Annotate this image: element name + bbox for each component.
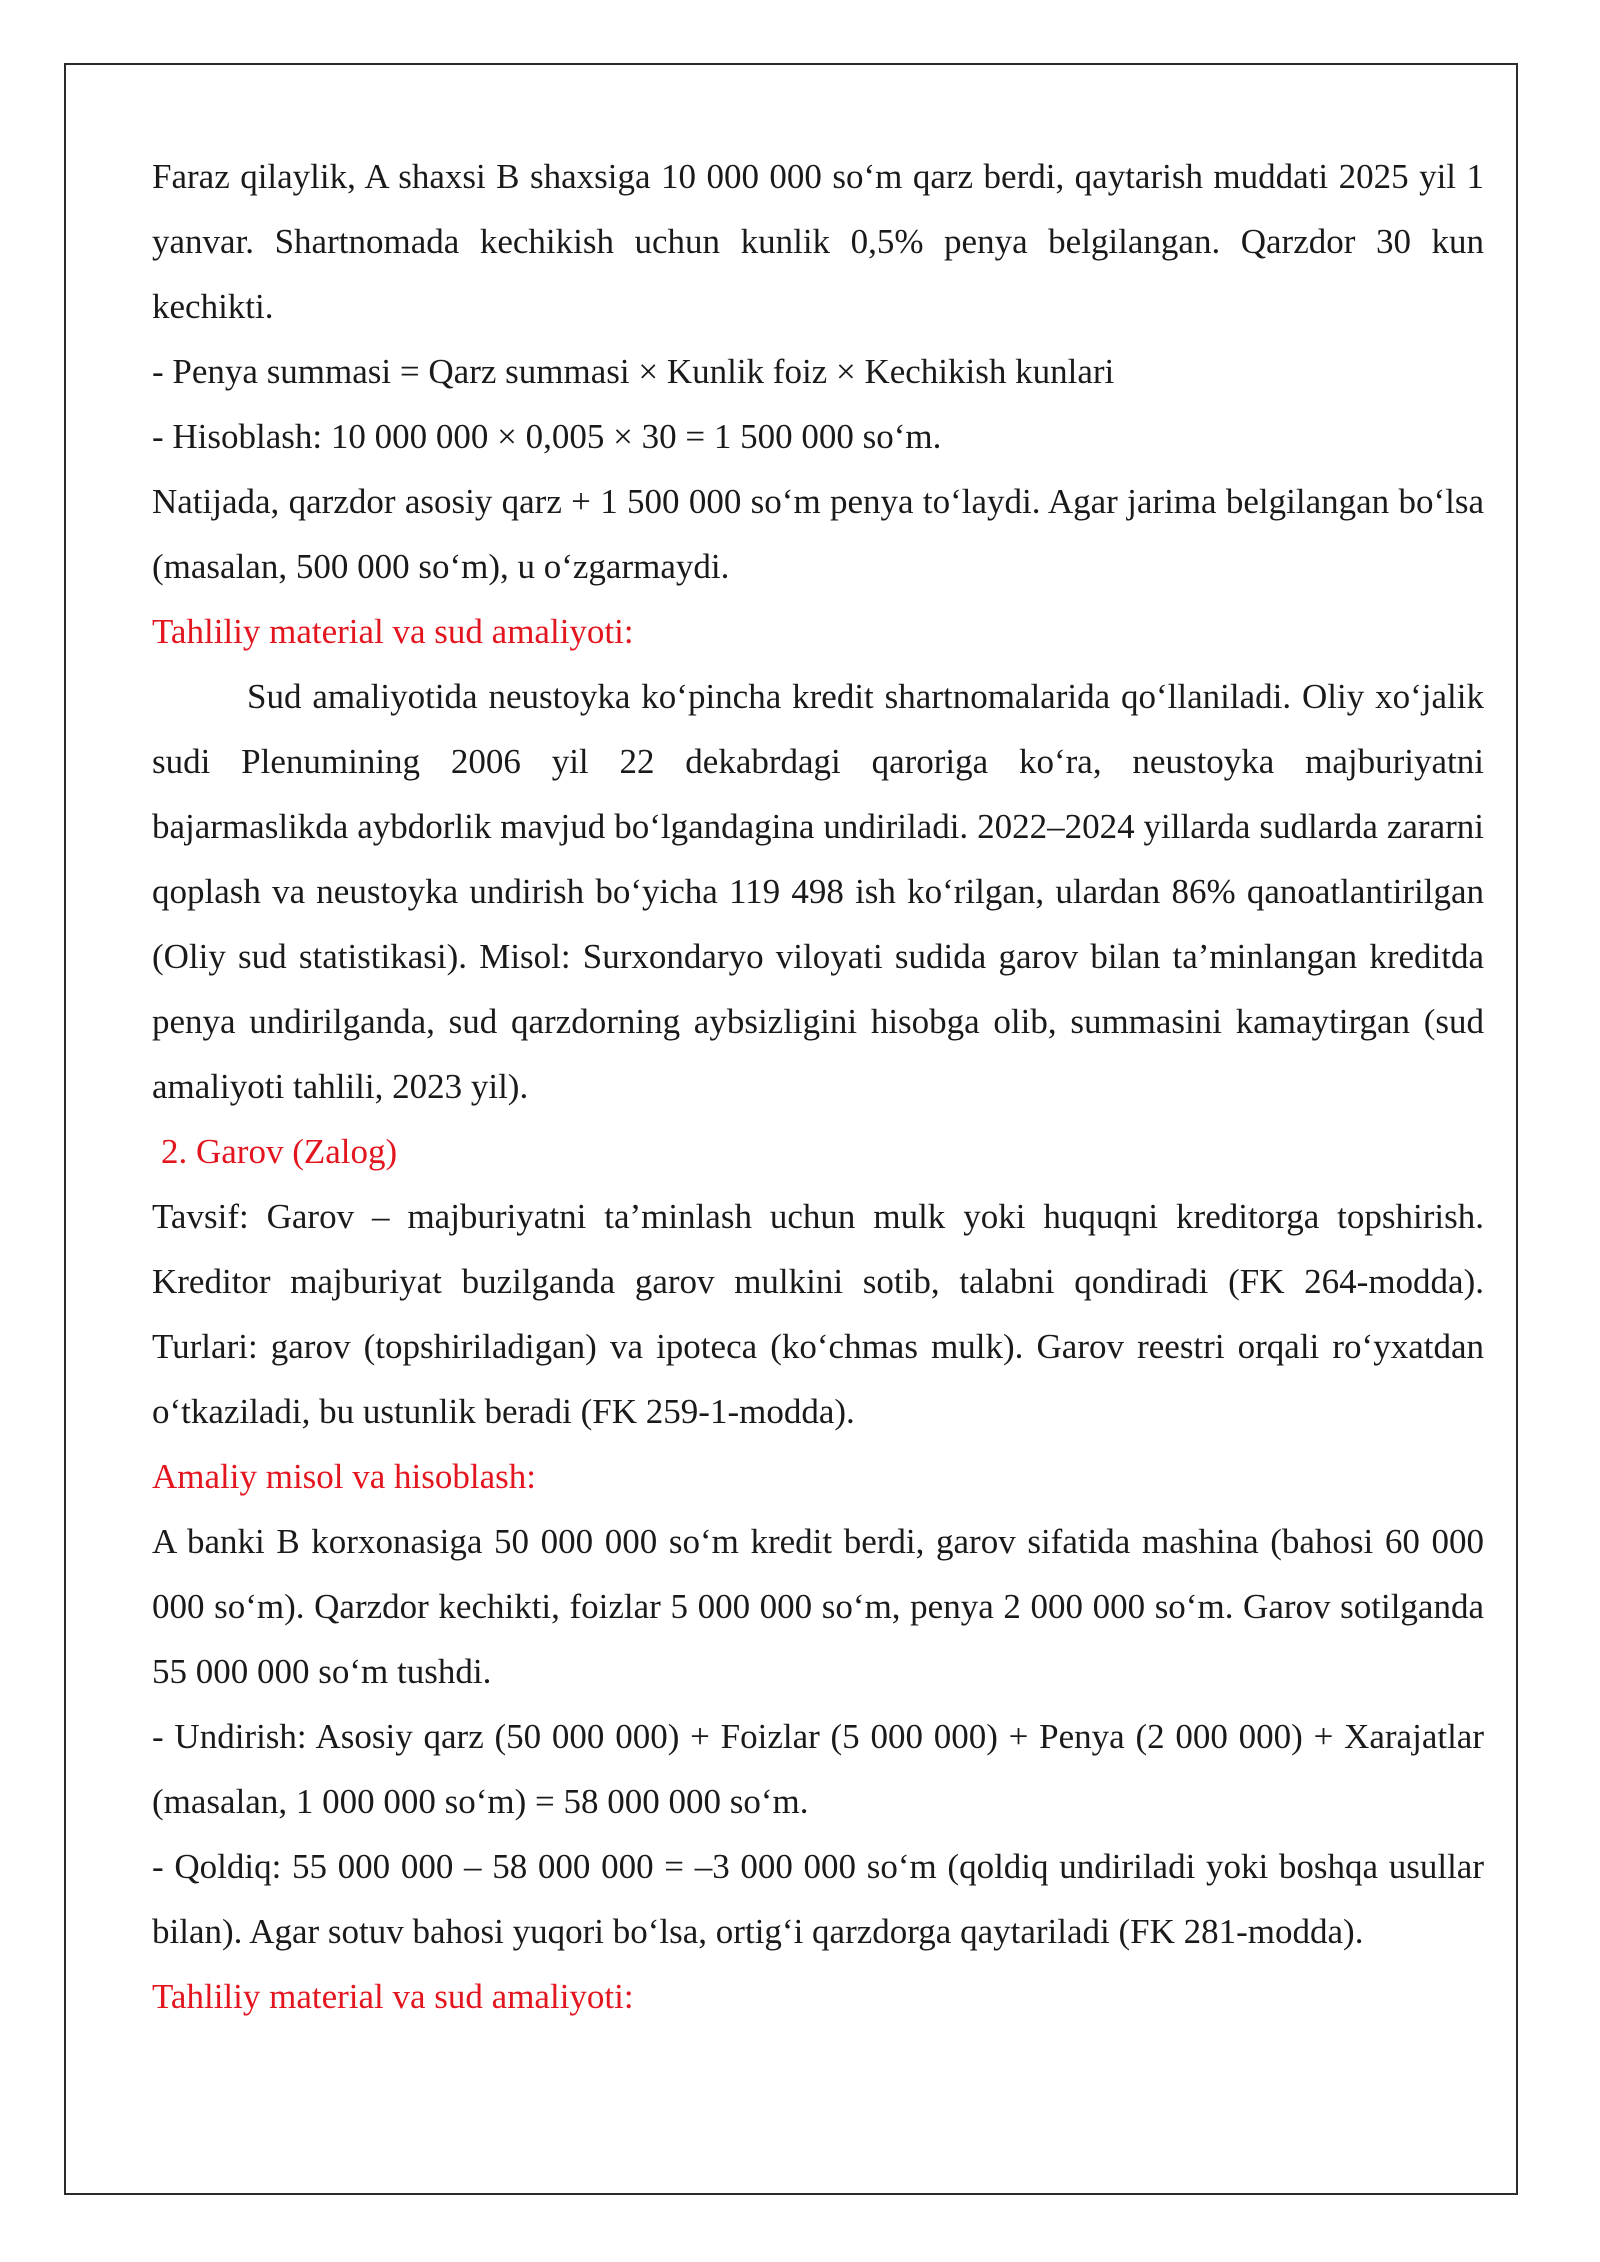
penalty-formula-line: - Penya summasi = Qarz summasi × Kunlik foiz × Kechikish kunlari <box>152 352 1115 391</box>
loan-example-paragraph: A banki B korxonasiga 50 000 000 so‘m kredit berdi, garov sifatida mashina (bahosi 60 000 000 so‘m). Qarzdor kechikti, foizlar 5 000 000 so‘m, penya 2 000 000 so‘m. Garov sotilganda 55 000 000 so‘m tushdi. <box>152 1522 1484 1691</box>
document-body <box>152 144 1484 2029</box>
section-heading-analysis-1: Tahliliy material va sud amaliyoti: <box>152 612 634 651</box>
remainder-calculation-line: - Qoldiq: 55 000 000 – 58 000 000 = –3 000 000 so‘m (qoldiq undiriladi yoki boshqa usullar bilan). Agar sotuv bahosi yuqori bo‘lsa, ortig‘i qarzdorga qaytariladi (FK 281-modda). <box>152 1847 1484 1951</box>
section-heading-garov: 2. Garov (Zalog) <box>161 1132 398 1171</box>
garov-description-paragraph: Tavsif: Garov – majburiyatni ta’minlash uchun mulk yoki huquqni kreditorga topshirish. Kreditor majburiyat buzilganda garov mulkini sotib, talabni qondiradi (FK 264-modda). Turlari: garov (topshiriladigan) va ipoteca (ko‘chmas mulk). Garov reestri orqali ro‘yxatdan o‘tkaziladi, bu ustunlik beradi (FK 259-1-modda). <box>152 1197 1484 1431</box>
section-heading-analysis-2: Tahliliy material va sud amaliyoti: <box>152 1977 634 2016</box>
example-intro-paragraph: Faraz qilaylik, A shaxsi B shaxsiga 10 000 000 so‘m qarz berdi, qaytarish muddati 2025 yil 1 yanvar. Shartnomada kechikish uchun kunlik 0,5% penya belgilangan. Qarzdor 30 kun kechikti. <box>152 157 1484 326</box>
recovery-calculation-line: - Undirish: Asosiy qarz (50 000 000) + Foizlar (5 000 000) + Penya (2 000 000) + Xarajatlar (masalan, 1 000 000 so‘m) = 58 000 000 so‘m. <box>152 1717 1484 1821</box>
example-result-paragraph: Natijada, qarzdor asosiy qarz + 1 500 000 so‘m penya to‘laydi. Agar jarima belgilangan bo‘lsa (masalan, 500 000 so‘m), u o‘zgarmaydi. <box>152 482 1484 586</box>
section-heading-practical-example: Amaliy misol va hisoblash: <box>152 1457 537 1496</box>
penalty-calculation-line: - Hisoblash: 10 000 000 × 0,005 × 30 = 1 500 000 so‘m. <box>152 417 942 456</box>
court-practice-paragraph: Sud amaliyotida neustoyka ko‘pincha kredit shartnomalarida qo‘llaniladi. Oliy xo‘jalik sudi Plenumining 2006 yil 22 dekabrdagi qaroriga ko‘ra, neustoyka majburiyatni bajarmaslikda aybdorlik mavjud bo‘lgandagina undiriladi. 2022–2024 yillarda sudlarda zararni qoplash va neustoyka undirish bo‘yicha 119 498 ish ko‘rilgan, ulardan 86% qanoatlantirilgan (Oliy sud statistikasi). Misol: Surxondaryo viloyati sudida garov bilan ta’minlangan kreditda penya undirilganda, sud qarzdorning aybsizligini hisobga olib, summasini kamaytirgan (sud amaliyoti tahlili, 2023 yil). <box>152 677 1484 1106</box>
